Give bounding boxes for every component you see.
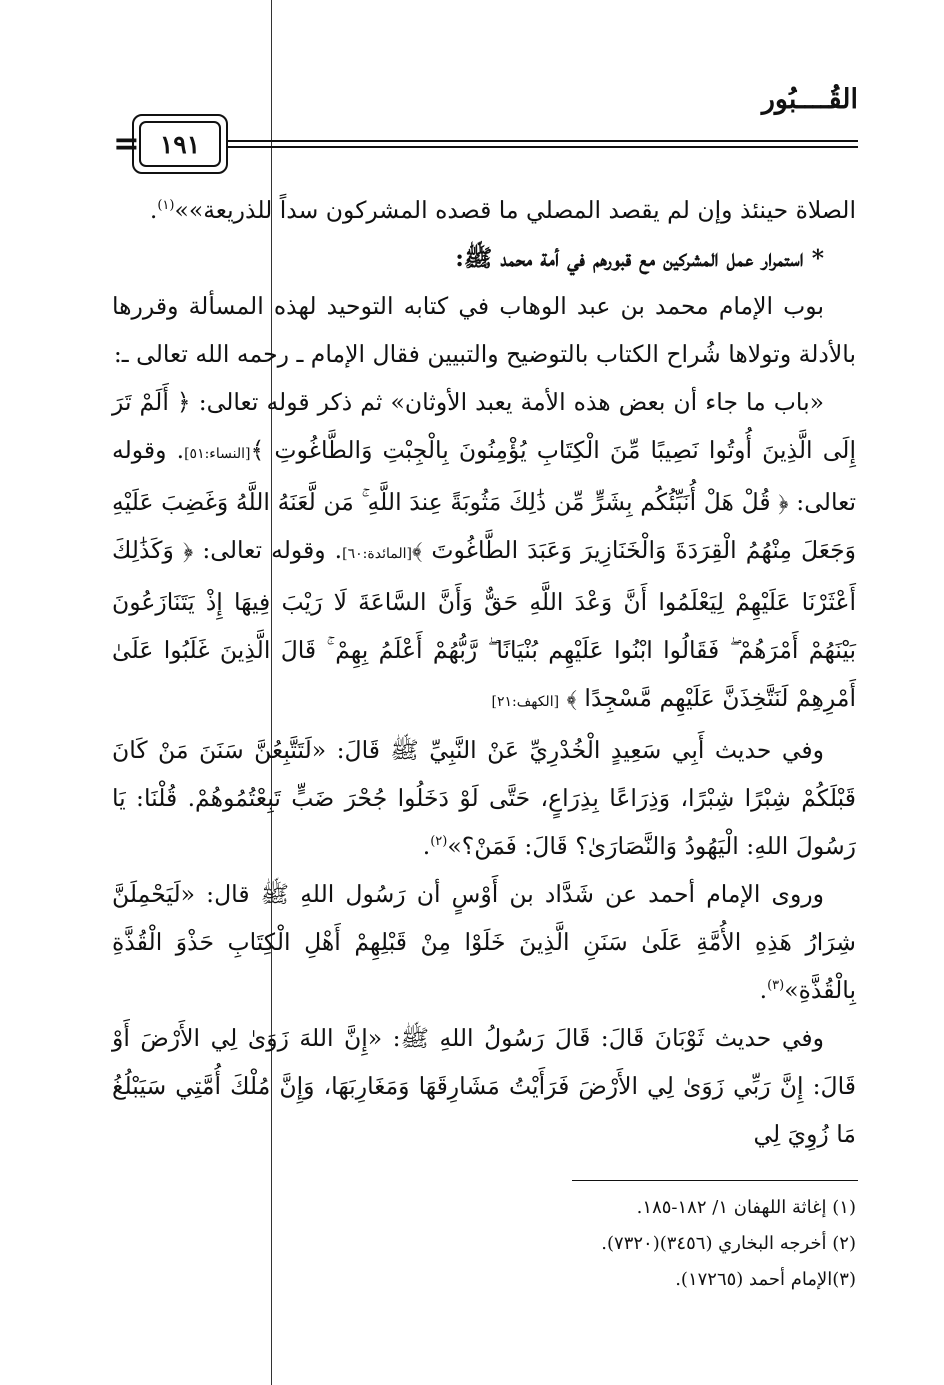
main-text [112, 186, 856, 1158]
page-number-frame [132, 114, 228, 174]
footnote: (٣)الإمام أحمد (١٧٢٦٥). [675, 1269, 856, 1290]
footnote: (١) إغاثة اللهفان ١/ ١٨٢-١٨٥. [636, 1197, 856, 1218]
verse-reference: [المائدة:٦٠] [342, 546, 412, 562]
paragraph: وفي حديث أَبِي سَعِيدٍ الْخُدْرِيِّ عَنْ النَّبِيِّ ﷺ قَالَ: «لَتَتَّبِعُنَّ سَنَنَ مَنْ كَانَ قَبْلَكُمْ شِبْرًا شِبْرًا، وَذِرَاعًا بِذِرَاعٍ، حَتَّى لَوْ دَخَلُوا جُحْرَ ضَبٍّ تَبِعْتُمُوهُمْ. قُلْنَا: يَا رَسُولَ اللهِ: الْيَهُودُ وَالنَّصَارَىٰ؟ قَالَ: فَمَنْ؟»$^{(٢)}$. [112, 736, 856, 860]
footnote-ref: (٣) [767, 978, 785, 994]
running-header-title: القُــــبُور [761, 84, 858, 115]
footnote-ref: (٢) [430, 834, 448, 850]
page-number: ١٩١ [139, 121, 221, 167]
paragraph: الصلاة حينئذ وإن لم يقصد المصلي ما قصده المشركون سداً للذريعة»»$^{(١)}$. [149, 196, 856, 224]
paragraph: بوب الإمام محمد بن عبد الوهاب في كتابه التوحيد لهذه المسألة وقررها بالأدلة وتولاها شُراح الكتاب بالتوضيح والتبيين فقال الإمام ـ رحمه الله تعالى ـ: [112, 292, 856, 368]
paragraph: وروى الإمام أحمد عن شَدَّاد بن أَوْسٍ أن رَسُول اللهِ ﷺ قال: «لَيَحْمِلَنَّ شِرَارُ هَذِهِ الأُمَّةِ عَلَىٰ سَنَنِ الَّذِينَ خَلَوْا مِنْ قَبْلِهِمْ أَهْلِ الْكِتَابِ حَذْوَ الْقُذَّةِ بِالْقُذَّةِ»$^{(٣)}$. [112, 880, 856, 1004]
quran-quote: «باب ما جاء أن بعض هذه الأمة يعبد الأوثان» ثم ذكر قوله تعالى: ﴿ أَلَمْ تَرَ إِلَى الَّذِينَ أُوتُوا نَصِيبًا مِّنَ الْكِتَابِ يُؤْمِنُونَ بِالْجِبْتِ وَالطَّاغُوتِ ﴾ [112, 388, 856, 464]
quran-quote: . وقوله تعالى: ﴿ قُلْ هَلْ أُنَبِّئُكُم بِشَرٍّ مِّن ذَٰلِكَ مَثُوبَةً عِندَ اللَّهِ ۚ مَن لَّعَنَهُ اللَّهُ وَغَضِبَ عَلَيْهِ وَجَعَلَ مِنْهُمُ الْقِرَدَةَ وَالْخَنَازِيرَ وَعَبَدَ الطَّاغُوتَ ﴾ [112, 436, 856, 564]
paragraph [112, 378, 856, 726]
verse-reference: [الكهف:٢١] [491, 694, 560, 710]
header-rule [226, 140, 858, 142]
paragraph: وفي حديث ثَوْبَانَ قَالَ: قَالَ رَسُولُ اللهِ ﷺ: «إِنَّ اللهَ زَوَىٰ لِي الأَرْضَ أَوْ قَالَ: إِنَّ رَبِّي زَوَىٰ لِي الأَرْضَ فَرَأَيْتُ مَشَارِقَهَا وَمَغَارِبَهَا، وَإِنَّ مُلْكَ أُمَّتِي سَيَبْلُغُ مَا زُوِيَ لِي [112, 1024, 856, 1148]
footnote: (٢) أخرجه البخاري (٣٤٥٦)(٧٣٢٠). [601, 1233, 856, 1254]
verse-reference: [النساء:٥١] [184, 446, 251, 462]
footnotes [156, 1190, 856, 1298]
footnote-separator [572, 1180, 858, 1181]
section-heading: * استمرار عمل المشركين مع قبورهم في أمة محمد ﷺ: [455, 244, 824, 272]
quran-quote: . وقوله تعالى: ﴿ وَكَذَٰلِكَ أَعْثَرْنَا عَلَيْهِمْ لِيَعْلَمُوا أَنَّ وَعْدَ اللَّهِ حَقٌّ وَأَنَّ السَّاعَةَ لَا رَيْبَ فِيهَا إِذْ يَتَنَازَعُونَ بَيْنَهُمْ أَمْرَهُمْ ۖ فَقَالُوا ابْنُوا عَلَيْهِم بُنْيَانًا ۖ رَّبُّهُمْ أَعْلَمُ بِهِمْ ۚ قَالَ الَّذِينَ غَلَبُوا عَلَىٰ أَمْرِهِمْ لَنَتَّخِذَنَّ عَلَيْهِم مَّسْجِدًا ﴾ [112, 536, 856, 712]
header-equals-sign: = [113, 124, 140, 162]
footnote-ref: (١) [157, 198, 175, 214]
header-rule [226, 146, 858, 148]
